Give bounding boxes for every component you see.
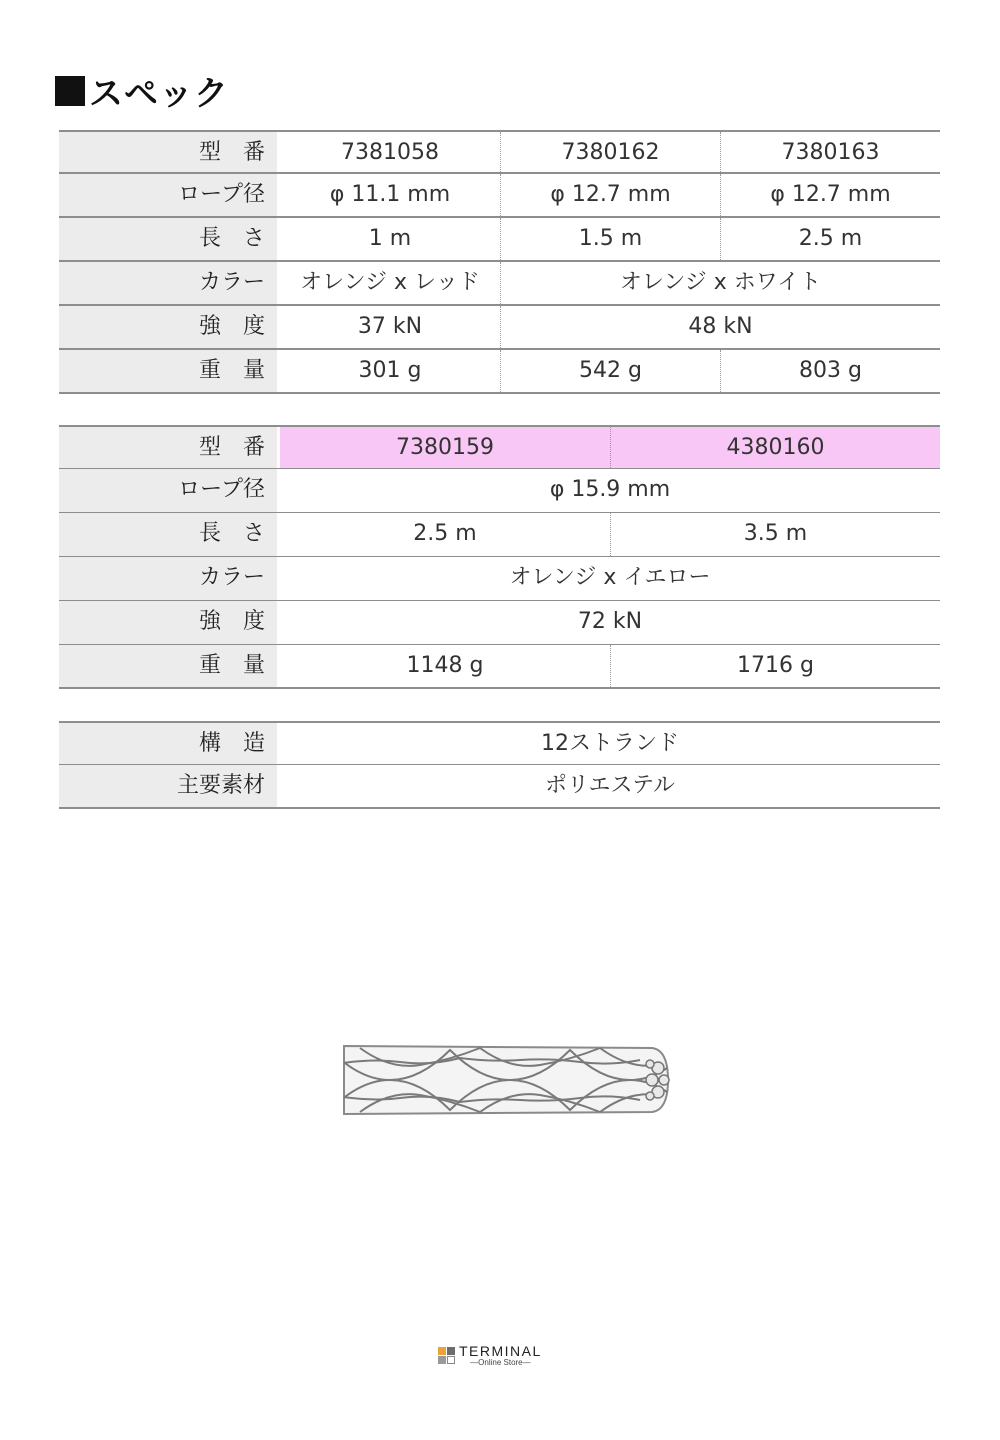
table-row xyxy=(59,350,940,394)
table-row xyxy=(59,557,940,601)
spec-table-2 xyxy=(59,425,940,689)
terminal-logo xyxy=(438,1344,542,1367)
table-row xyxy=(59,601,940,645)
table-cell: φ 11.1 mm xyxy=(329,182,451,207)
table-cell: 1.5 m xyxy=(500,218,720,260)
rope-illustration-icon xyxy=(340,1040,670,1124)
table-row xyxy=(59,262,940,306)
row-label: 強 度 xyxy=(59,601,277,644)
row-label: 重 量 xyxy=(59,350,277,392)
table-cell: 37 kN xyxy=(357,314,423,339)
row-label: 型 番 xyxy=(59,427,277,468)
table-cell: φ 12.7 mm xyxy=(500,174,720,216)
table-cell: 301 g xyxy=(358,358,422,383)
row-label: 重 量 xyxy=(59,645,277,687)
row-label: 長 さ xyxy=(59,218,277,260)
table-cell: 1 m xyxy=(368,226,412,251)
table-row xyxy=(59,218,940,262)
row-label: 主要素材 xyxy=(59,765,277,807)
table-cell: 12ストランド xyxy=(541,731,679,756)
row-label: 強 度 xyxy=(59,306,277,348)
title-square-icon xyxy=(55,76,85,106)
logo-main-text: TERMINAL xyxy=(459,1343,542,1359)
row-label: 構 造 xyxy=(59,723,277,764)
row-label: ロープ径 xyxy=(59,174,277,216)
table-cell: 48 kN xyxy=(500,306,940,348)
row-label: 長 さ xyxy=(59,513,277,556)
table-cell: 2.5 m xyxy=(720,218,940,260)
row-label: カラー xyxy=(59,262,277,304)
table-row xyxy=(59,721,940,765)
table-cell: 803 g xyxy=(720,350,940,392)
table-cell: 7380163 xyxy=(720,132,940,172)
table-cell: 1148 g xyxy=(406,653,484,678)
table-row xyxy=(59,513,940,557)
terminal-logo-mark-icon xyxy=(438,1347,455,1364)
table-cell: 7380162 xyxy=(500,132,720,172)
page-title xyxy=(55,66,229,115)
table-cell: オレンジ x レッド xyxy=(300,270,480,295)
table-row xyxy=(59,425,940,469)
table-cell-highlight: 7380159 xyxy=(280,427,610,468)
table-cell-highlight: 4380160 xyxy=(610,427,940,468)
table-cell: ポリエステル xyxy=(544,773,676,798)
table-row xyxy=(59,306,940,350)
table-row xyxy=(59,645,940,689)
table-cell: 2.5 m xyxy=(413,521,477,546)
table-cell: 3.5 m xyxy=(610,513,940,556)
spec-table-1 xyxy=(59,130,940,394)
row-label: カラー xyxy=(59,557,277,600)
table-cell: オレンジ x イエロー xyxy=(509,565,711,590)
spec-table-3 xyxy=(59,721,940,809)
table-row xyxy=(59,130,940,174)
table-cell: 1716 g xyxy=(610,645,940,687)
table-cell: 72 kN xyxy=(577,609,643,634)
table-row xyxy=(59,174,940,218)
table-cell: オレンジ x ホワイト xyxy=(500,262,940,304)
row-label: 型 番 xyxy=(59,132,277,172)
table-row xyxy=(59,469,940,513)
logo-sub-text: —Online Store— xyxy=(470,1358,531,1367)
page-title-text: スペック xyxy=(89,74,229,114)
table-cell: φ 12.7 mm xyxy=(720,174,940,216)
table-row xyxy=(59,765,940,809)
row-label: ロープ径 xyxy=(59,469,277,512)
table-cell: φ 15.9 mm xyxy=(549,477,671,502)
table-cell: 542 g xyxy=(500,350,720,392)
table-cell: 7381058 xyxy=(341,140,439,165)
